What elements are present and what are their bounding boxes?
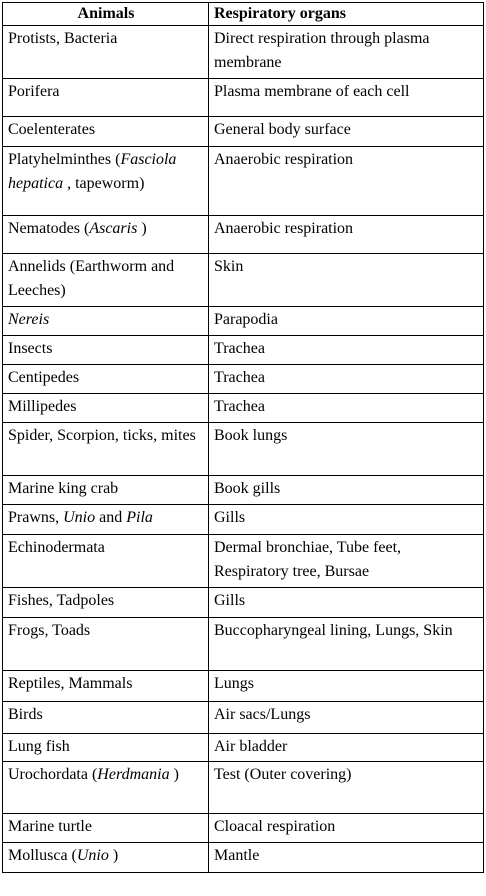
- table-row: [3, 702, 484, 734]
- animal-name-text: Mollusca (: [8, 847, 77, 864]
- table-row: [3, 26, 484, 79]
- table-row: [3, 588, 484, 618]
- respiratory-organ-cell: Dermal bronchiae, Tube feet, Respiratory tree, Bursae: [209, 535, 484, 588]
- animal-name-text: Urochordata (: [8, 766, 98, 783]
- animal-name-text: Platyhelminthes (: [8, 151, 121, 168]
- respiratory-organ-cell: Direct respiration through plasma membrane: [209, 26, 484, 79]
- animal-name-text: Spider, Scorpion, ticks, mites: [8, 427, 196, 444]
- table-row: [3, 254, 484, 307]
- table-row: [3, 336, 484, 365]
- animal-cell: [3, 216, 209, 254]
- respiratory-organ-cell: Air sacs/Lungs: [209, 702, 484, 734]
- animal-cell: [3, 476, 209, 505]
- animal-name-text: Marine king crab: [8, 480, 119, 497]
- animal-name-text: Frogs, Toads: [8, 622, 91, 639]
- table-row: [3, 505, 484, 535]
- table-row: [3, 535, 484, 588]
- animal-cell: [3, 702, 209, 734]
- header-animals: Animals: [3, 3, 209, 26]
- respiratory-organ-cell: Anaerobic respiration: [209, 147, 484, 216]
- animal-name-text: Reptiles, Mammals: [8, 675, 133, 692]
- animal-name-text: and: [95, 509, 127, 526]
- animal-name-text: Protists, Bacteria: [8, 30, 118, 47]
- table-row: [3, 734, 484, 762]
- table-row: [3, 79, 484, 117]
- animal-cell: [3, 618, 209, 671]
- animal-cell: [3, 423, 209, 476]
- table-row: [3, 307, 484, 336]
- table-row: [3, 814, 484, 843]
- respiratory-organ-cell: Plasma membrane of each cell: [209, 79, 484, 117]
- animal-cell: [3, 588, 209, 618]
- animal-name-italic: Pila: [126, 509, 153, 526]
- animal-name-text: Fishes, Tadpoles: [8, 592, 115, 609]
- table-row: [3, 117, 484, 147]
- respiratory-organ-cell: Mantle: [209, 843, 484, 873]
- animal-cell: [3, 762, 209, 814]
- respiratory-organ-cell: Parapodia: [209, 307, 484, 336]
- table-row: [3, 216, 484, 254]
- animal-cell: [3, 79, 209, 117]
- respiratory-organ-cell: Trachea: [209, 394, 484, 423]
- table-row: [3, 618, 484, 671]
- animal-name-italic: Herdmania: [97, 766, 170, 783]
- respiratory-organ-cell: Trachea: [209, 365, 484, 394]
- animal-name-text: Birds: [8, 706, 43, 723]
- animal-name-text: Annelids (Earthworm and Leeches): [8, 258, 175, 299]
- respiratory-organ-cell: Cloacal respiration: [209, 814, 484, 843]
- table-row: [3, 671, 484, 702]
- animal-name-italic: Fasciola hepatica: [8, 151, 177, 192]
- animal-name-text: ): [137, 220, 147, 237]
- table-row: [3, 476, 484, 505]
- animal-name-text: ): [169, 766, 179, 783]
- respiratory-organ-cell: Book lungs: [209, 423, 484, 476]
- table-row: [3, 147, 484, 216]
- animal-name-text: Coelenterates: [8, 121, 96, 138]
- table-row: [3, 843, 484, 873]
- respiratory-organ-cell: Anaerobic respiration: [209, 216, 484, 254]
- animal-cell: [3, 117, 209, 147]
- animal-name-text: ): [108, 847, 119, 864]
- table-row: [3, 365, 484, 394]
- table-row: [3, 394, 484, 423]
- respiratory-organ-cell: Gills: [209, 588, 484, 618]
- animal-cell: [3, 671, 209, 702]
- animal-name-text: Prawns,: [8, 509, 64, 526]
- animal-cell: [3, 147, 209, 216]
- table-row: [3, 762, 484, 814]
- respiratory-organ-cell: Trachea: [209, 336, 484, 365]
- animal-name-italic: Nereis: [8, 311, 50, 328]
- animal-cell: [3, 365, 209, 394]
- header-respiratory-organs: Respiratory organs: [209, 3, 484, 26]
- respiratory-organ-cell: Gills: [209, 505, 484, 535]
- table-header-row: [3, 3, 484, 26]
- respiratory-organ-cell: Air bladder: [209, 734, 484, 762]
- animal-cell: [3, 336, 209, 365]
- animal-cell: [3, 254, 209, 307]
- respiratory-organ-cell: Buccopharyngeal lining, Lungs, Skin: [209, 618, 484, 671]
- table-row: [3, 423, 484, 476]
- animal-name-italic: Unio: [63, 509, 96, 526]
- animal-cell: [3, 307, 209, 336]
- animal-name-text: Millipedes: [8, 398, 77, 415]
- animal-name-text: Nematodes (: [8, 220, 90, 237]
- animal-name-text: Centipedes: [8, 369, 80, 386]
- animal-cell: [3, 843, 209, 873]
- animal-cell: [3, 814, 209, 843]
- animal-cell: [3, 734, 209, 762]
- animal-cell: [3, 505, 209, 535]
- respiratory-organ-cell: General body surface: [209, 117, 484, 147]
- animal-name-text: , tapeworm): [63, 175, 145, 192]
- animal-name-italic: Ascaris: [89, 220, 138, 237]
- animal-cell: [3, 26, 209, 79]
- animal-name-text: Marine turtle: [8, 818, 92, 835]
- respiratory-organ-cell: Test (Outer covering): [209, 762, 484, 814]
- animal-name-text: Echinodermata: [8, 539, 105, 556]
- respiratory-organ-cell: Lungs: [209, 671, 484, 702]
- respiratory-organ-cell: Skin: [209, 254, 484, 307]
- animal-cell: [3, 535, 209, 588]
- animal-name-text: Lung fish: [8, 738, 70, 755]
- animal-name-italic: Unio: [76, 847, 109, 864]
- animal-name-text: Insects: [8, 340, 53, 357]
- animal-cell: [3, 394, 209, 423]
- respiratory-organ-cell: Book gills: [209, 476, 484, 505]
- respiratory-organs-table: [2, 2, 484, 873]
- animal-name-text: Porifera: [8, 83, 60, 100]
